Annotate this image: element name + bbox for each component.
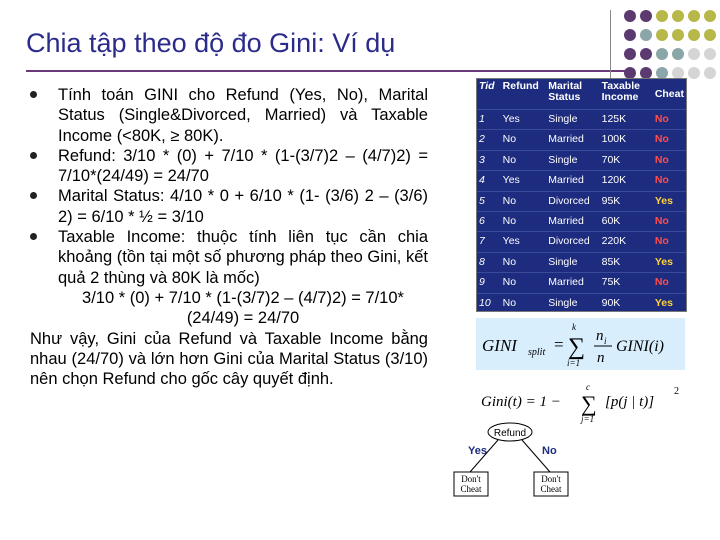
table-row <box>477 110 686 130</box>
conclusion-paragraph: Như vậy, Gini của Refund và Taxable Income bằng nhau (24/70) và lớn hơn Gini của Marital Status (3/10) nên chọn Refund cho gốc cây quyết định. <box>30 329 428 389</box>
table-cell: No <box>501 273 547 293</box>
table-cell: Married <box>546 212 599 232</box>
bullet-text: Marital Status: 4/10 * 0 + 6/10 * (1- (3/6) 2 – (3/6) 2) = 6/10 * ½ = 3/10 <box>58 187 428 226</box>
table-cell: No <box>653 212 686 232</box>
table-row <box>477 130 686 150</box>
decorative-dot <box>688 67 700 79</box>
formula-sub-label: split <box>528 347 546 358</box>
bullet-1 <box>30 85 428 146</box>
table-cell: 120K <box>600 171 653 191</box>
table-cell: 5 <box>477 191 501 211</box>
table-cell: 8 <box>477 252 501 272</box>
table-cell: No <box>653 273 686 293</box>
table-cell: 9 <box>477 273 501 293</box>
table-header-row <box>477 79 686 110</box>
table-cell: 95K <box>600 191 653 211</box>
table-cell: No <box>501 130 547 150</box>
formula-numerator: n <box>596 328 604 344</box>
column-header: Refund <box>502 80 539 92</box>
bullet-icon <box>30 152 37 159</box>
gini-split-formula <box>476 318 685 370</box>
decorative-dot <box>640 10 652 22</box>
table-cell: 2 <box>477 130 501 150</box>
bullet-text: Tính toán GINI cho Refund (Yes, No), Marital Status (Single&Divorced, Married) và Taxable Income (<80K, ≥ 80K). <box>58 86 428 145</box>
decorative-dot <box>704 48 716 60</box>
decorative-dot <box>672 48 684 60</box>
tree-leaf-left-label: Don't Cheat <box>460 474 482 494</box>
table-row <box>477 252 686 272</box>
table-cell: Divorced <box>546 191 599 211</box>
decorative-dot <box>656 10 668 22</box>
table-cell: No <box>501 150 547 170</box>
table-row <box>477 150 686 170</box>
tree-leaf-right-label: Don't Cheat <box>540 474 562 494</box>
decorative-dot <box>704 67 716 79</box>
formula-sum-top: k <box>572 322 576 332</box>
gini-sum-bottom: j=1 <box>581 414 595 424</box>
table-cell: 100K <box>600 130 653 150</box>
decorative-dot <box>688 48 700 60</box>
table-cell: No <box>653 130 686 150</box>
table-cell: 1 <box>477 110 501 130</box>
bullet-icon <box>30 192 37 199</box>
training-data-table <box>476 78 687 312</box>
table-row <box>477 212 686 232</box>
table-cell: No <box>653 110 686 130</box>
bullet-icon <box>30 91 37 98</box>
table-cell: Yes <box>653 191 686 211</box>
decorative-dot <box>656 29 668 41</box>
formula-num-sub: i <box>604 336 607 346</box>
table-row <box>477 191 686 211</box>
decorative-dot <box>672 10 684 22</box>
table-cell: Single <box>546 150 599 170</box>
bullet-2 <box>30 146 428 187</box>
column-header: Cheat <box>654 87 684 100</box>
table-cell: 85K <box>600 252 653 272</box>
slide-title: Chia tập theo độ đo Gini: Ví dụ <box>26 28 396 58</box>
sum-icon: ∑ <box>568 334 586 360</box>
table-cell: 10 <box>477 293 501 313</box>
tree-edge-label-yes: Yes <box>468 445 487 457</box>
decorative-dot <box>672 29 684 41</box>
decorative-dot <box>688 29 700 41</box>
decision-tree-diagram <box>450 420 580 500</box>
column-header: Tid <box>479 80 495 92</box>
table-cell: Yes <box>501 110 547 130</box>
table-row <box>477 293 686 313</box>
tree-edge-label-no: No <box>542 445 557 457</box>
table-row <box>477 171 686 191</box>
decorative-dot <box>688 10 700 22</box>
table-cell: 3 <box>477 150 501 170</box>
table-cell: Married <box>546 130 599 150</box>
decorative-dot <box>640 48 652 60</box>
gini-node-formula <box>481 382 681 424</box>
table-cell: Single <box>546 110 599 130</box>
bullet-4 <box>30 227 428 288</box>
table-cell: No <box>653 232 686 252</box>
table-cell: No <box>653 171 686 191</box>
gini-sum-top: c <box>586 382 590 392</box>
table-cell: No <box>501 293 547 313</box>
bullet-icon <box>30 233 37 240</box>
table-cell: 60K <box>600 212 653 232</box>
decorative-dot <box>624 10 636 22</box>
table-cell: Yes <box>653 252 686 272</box>
decorative-dot <box>624 48 636 60</box>
bullet-4-continuation: 3/10 * (0) + 7/10 * (1-(3/7)2 – (4/7)2) = 7/10*(24/49) = 24/70 <box>82 288 404 328</box>
bullet-text: Refund: 3/10 * (0) + 7/10 * (1-(3/7)2 – (4/7)2) = 7/10*(24/49) = 24/70 <box>58 146 428 186</box>
bullet-text: Taxable Income: thuộc tính liên tục cần chia khoảng (tồn tại một số phương pháp theo Gini, kết quả 2 thùng và 80K là mốc) <box>58 228 428 287</box>
formula-eq: = <box>554 335 564 354</box>
sum-icon: ∑ <box>581 391 597 416</box>
table-cell: Single <box>546 293 599 313</box>
table-cell: 70K <box>600 150 653 170</box>
title-divider <box>26 70 626 72</box>
decorative-dot <box>704 29 716 41</box>
table-cell: 6 <box>477 212 501 232</box>
bullet-3 <box>30 186 428 227</box>
table-cell: Married <box>546 273 599 293</box>
gini-exponent: 2 <box>674 386 679 397</box>
table-cell: Yes <box>501 232 547 252</box>
table-cell: Single <box>546 252 599 272</box>
table-cell: 90K <box>600 293 653 313</box>
table-row <box>477 232 686 252</box>
slide-body <box>30 85 428 389</box>
decorative-dot <box>640 29 652 41</box>
formula-rhs: GINI(i) <box>616 338 664 355</box>
table-cell: Married <box>546 171 599 191</box>
table-cell: 7 <box>477 232 501 252</box>
decorative-dot <box>704 10 716 22</box>
decorative-dot <box>624 29 636 41</box>
tree-root-label: Refund <box>493 428 527 439</box>
table-cell: No <box>501 212 547 232</box>
formula-gini-label: GINI <box>482 336 517 355</box>
table-cell: Yes <box>653 293 686 313</box>
table-cell: Divorced <box>546 232 599 252</box>
table-cell: 220K <box>600 232 653 252</box>
table-cell: 4 <box>477 171 501 191</box>
table-cell: No <box>653 150 686 170</box>
gini-bracket: [p(j | t)] <box>605 394 655 410</box>
table-cell: Yes <box>501 171 547 191</box>
formula-denominator: n <box>597 350 605 366</box>
formula-sum-bottom: i=1 <box>567 358 581 368</box>
table-cell: 75K <box>600 273 653 293</box>
gini-t-label: Gini(t) = 1 − <box>481 394 561 410</box>
table-cell: No <box>501 191 547 211</box>
decorative-dot <box>656 48 668 60</box>
column-header: Taxable Income <box>601 80 640 103</box>
column-header: Marital Status <box>548 80 583 103</box>
table-cell: 125K <box>600 110 653 130</box>
table-cell: No <box>501 252 547 272</box>
table-row <box>477 273 686 293</box>
